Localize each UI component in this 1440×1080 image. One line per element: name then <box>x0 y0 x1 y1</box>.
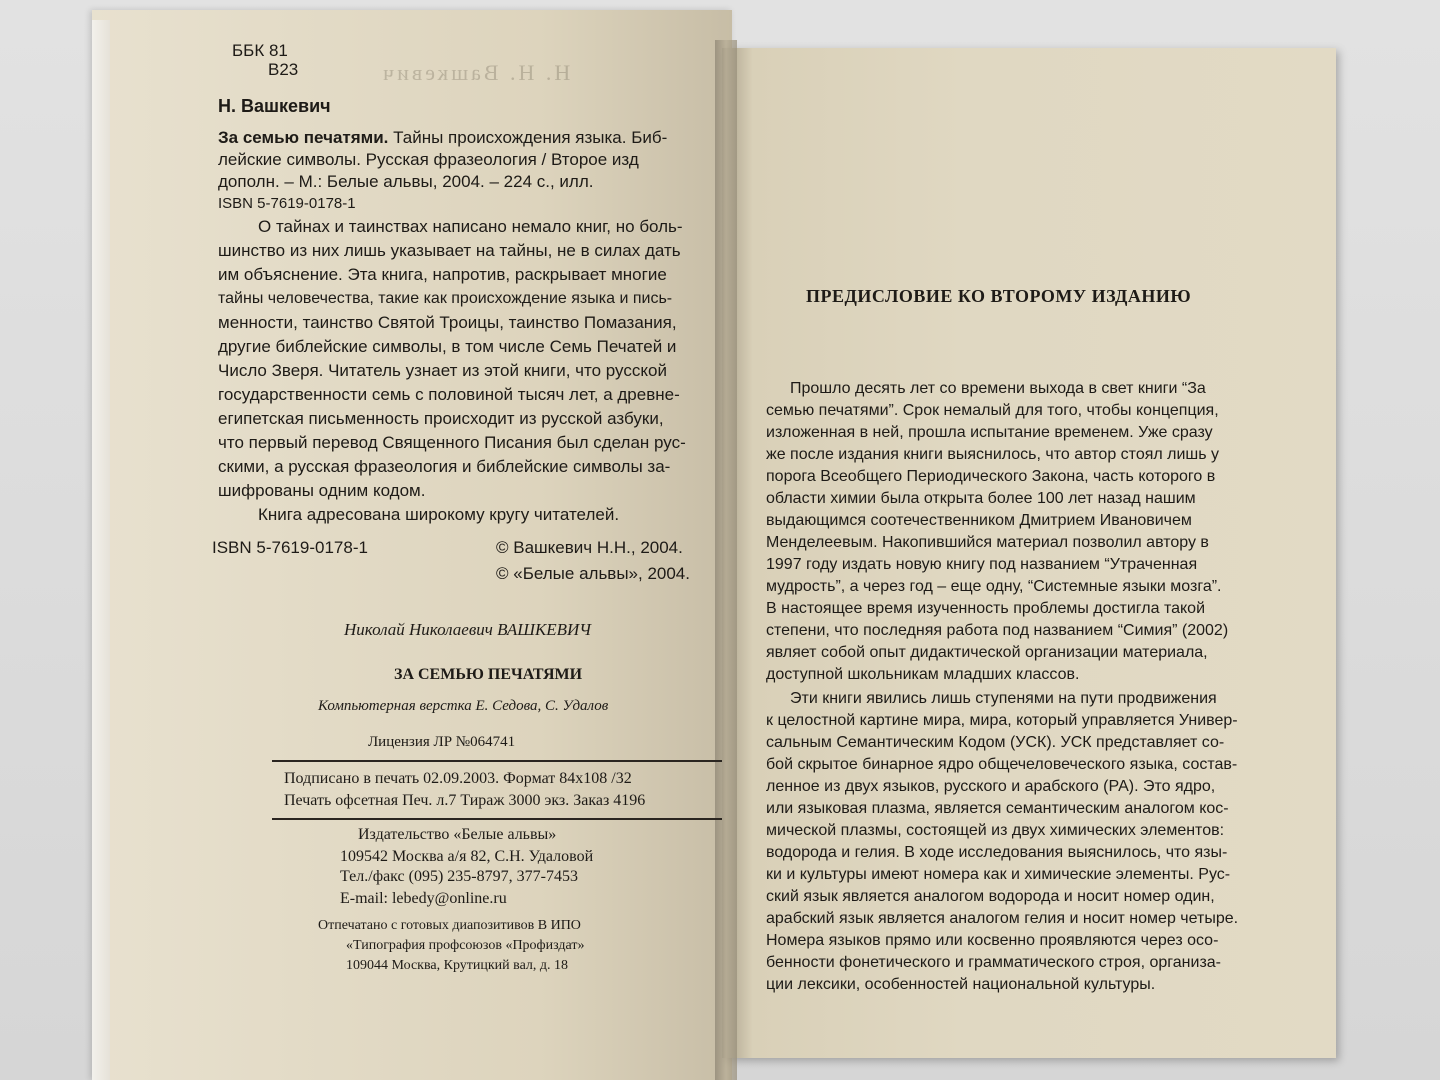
catalog-title: За семью печатями. <box>218 128 389 147</box>
preface-line: области химии была открыта более 100 лет назад нашим <box>766 490 1196 507</box>
annotation-line: скими, а русская фразеология и библейские символы за- <box>218 457 671 476</box>
printed-at: «Типография профсоюзов «Профиздат» <box>346 938 585 953</box>
preface-line: к целостной картине мира, мира, который управляется Универ- <box>766 712 1238 729</box>
catalog-line-text: Тайны происхождения языка. Биб- <box>388 128 668 147</box>
author-code: В23 <box>268 60 299 79</box>
publisher-email: E-mail: lebedy@online.ru <box>340 890 507 907</box>
divider <box>272 760 722 762</box>
catalog-line <box>218 128 667 148</box>
preface-line: же после издания книги выяснилось, что автор стоял лишь у <box>766 446 1220 463</box>
preface-line: или языковая плазма, является семантическим аналогом кос- <box>766 800 1229 817</box>
preface-line: Менделеевым. Накопившийся материал позволил автору в <box>766 534 1209 551</box>
preface-line: Прошло десять лет со времени выхода в свет книги “За <box>790 380 1206 397</box>
print-signed: Подписано в печать 02.09.2003. Формат 84х108 /32 <box>284 770 632 787</box>
preface-line: Эти книги явились лишь ступенями на пути продвижения <box>790 690 1217 707</box>
preface-line: В настоящее время изученность проблемы достигла такой <box>766 600 1206 617</box>
preface-line: 1997 году издать новую книгу под названием “Утраченная <box>766 556 1198 573</box>
license-number: Лицензия ЛР №064741 <box>368 734 516 750</box>
printed-at: Отпечатано с готовых диапозитивов В ИПО <box>318 918 581 933</box>
annotation-line: что первый перевод Священного Писания был сделан рус- <box>218 433 686 452</box>
copyright-author: © Вашкевич Н.Н., 2004. <box>496 538 683 557</box>
annotation-line: им объяснение. Эта книга, напротив, раскрывает многие <box>218 265 667 284</box>
annotation-line: египетская письменность происходит из русской азбуки, <box>218 409 664 428</box>
preface-line: сальным Семантическим Кодом (УСК). УСК представляет со- <box>766 734 1225 751</box>
preface-line: водорода и гелия. В ходе исследования выяснилось, что язы- <box>766 844 1228 861</box>
annotation-line: шифрованы одним кодом. <box>218 481 426 500</box>
copyright-publisher: © «Белые альвы», 2004. <box>496 564 690 583</box>
preface-line: изложенная в ней, прошла испытание временем. Уже сразу <box>766 424 1213 441</box>
isbn: ISBN 5-7619-0178-1 <box>212 538 368 557</box>
catalog-line: дополн. – М.: Белые альвы, 2004. – 224 с., илл. <box>218 172 594 191</box>
preface-line: бой скрытое бинарное ядро общечеловеческого языка, состав- <box>766 756 1238 773</box>
preface-line: семью печатями”. Срок немалый для того, чтобы концепция, <box>766 402 1219 419</box>
preface-line: выдающимся соотечественником Дмитрием Ивановичем <box>766 512 1192 529</box>
preface-line: степени, что последняя работа под названием “Симия” (2002) <box>766 622 1229 639</box>
preface-line: Номера языков прямо или косвенно проявляются через осо- <box>766 932 1219 949</box>
preface-line: мудрость”, а через год – еще одну, “Системные языки мозга”. <box>766 578 1222 595</box>
preface-line: бенности фонетического и грамматического строя, организа- <box>766 954 1221 971</box>
annotation-line: тайны человечества, такие как происхождение языка и пись- <box>218 290 673 307</box>
annotation-line: другие библейские символы, в том числе Семь Печатей и <box>218 337 677 356</box>
publisher-phone: Тел./факс (095) 235-8797, 377-7453 <box>340 868 578 885</box>
catalog-line: лейские символы. Русская фразеология / Второе изд <box>218 150 639 169</box>
annotation-line: Число Зверя. Читатель узнает из этой книги, что русской <box>218 361 667 380</box>
preface-line: порога Всеобщего Периодического Закона, часть которого в <box>766 468 1216 485</box>
annotation-line: государственности семь с половиной тысяч лет, а древне- <box>218 385 680 404</box>
preface-line: ленное из двух языков, русского и арабского (РА). Это ядро, <box>766 778 1216 795</box>
book-title: ЗА СЕМЬЮ ПЕЧАТЯМИ <box>394 666 583 683</box>
publisher-name: Издательство «Белые альвы» <box>358 826 557 843</box>
book-spine <box>715 40 737 1080</box>
preface-line: ции лексики, особенностей национальной культуры. <box>766 976 1156 993</box>
publisher-address: 109542 Москва а/я 82, С.Н. Удаловой <box>340 848 594 865</box>
preface-line: ки и культуры имеют номера как и химические элементы. Рус- <box>766 866 1231 883</box>
page-heading: ПРЕДИСЛОВИЕ КО ВТОРОМУ ИЗДАНИЮ <box>806 286 1192 306</box>
show-through-text: Н. Н. Вашкевич <box>380 60 571 85</box>
annotation-line: О тайнах и таинствах написано немало книг, но боль- <box>258 217 683 236</box>
layout-credit: Компьютерная верстка Е. Седова, С. Удалов <box>318 698 609 714</box>
printed-at: 109044 Москва, Крутицкий вал, д. 18 <box>346 958 569 973</box>
annotation-line: шинство из них лишь указывает на тайны, не в силах дать <box>218 241 681 260</box>
print-details: Печать офсетная Печ. л.7 Тираж 3000 экз. Заказ 4196 <box>284 792 646 809</box>
bbk-code: ББК 81 <box>232 41 288 60</box>
annotation-line: Книга адресована широкому кругу читателей. <box>258 505 620 524</box>
catalog-isbn: ISBN 5-7619-0178-1 <box>218 195 356 212</box>
divider <box>272 818 722 820</box>
catalog-author: Н. Вашкевич <box>218 96 331 116</box>
left-page-edge <box>92 20 110 1080</box>
author-full-name: Николай Николаевич ВАШКЕВИЧ <box>344 620 591 639</box>
preface-line: арабский язык является аналогом гелия и носит номер четыре. <box>766 910 1239 927</box>
preface-line: являет собой опыт дидактической организации материала, <box>766 644 1208 661</box>
preface-line: доступной школьникам младших классов. <box>766 666 1080 683</box>
annotation-line: менности, таинство Святой Троицы, таинство Помазания, <box>218 313 677 332</box>
preface-line: мической плазмы, состоящей из двух химических элементов: <box>766 822 1225 839</box>
preface-line: ский язык является аналогом водорода и носит номер один, <box>766 888 1215 905</box>
